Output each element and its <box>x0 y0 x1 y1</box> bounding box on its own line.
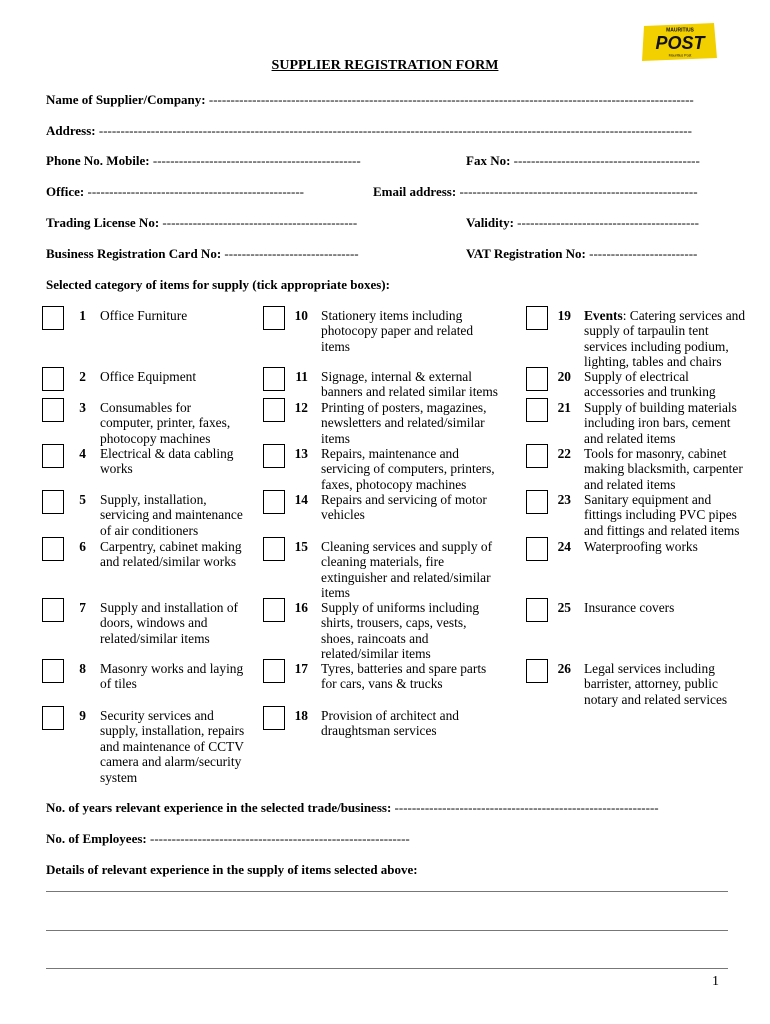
category-label-line: of tiles <box>100 676 137 692</box>
category-label <box>100 492 265 538</box>
brn-field[interactable] <box>46 246 359 262</box>
phone-field[interactable] <box>46 153 361 169</box>
svg-text:MAURITIUS: MAURITIUS <box>666 27 694 34</box>
trading-license-blank: --------------------------------------------- <box>162 215 358 230</box>
category-number: 10 <box>294 308 308 323</box>
category-label-line: of air conditioners <box>100 522 199 538</box>
employees-field[interactable] <box>46 831 410 847</box>
category-label-line: and related items <box>584 476 676 492</box>
category-label-line: Supply and installation of <box>100 600 238 615</box>
category-label-line: Electrical & data cabling <box>100 446 234 461</box>
category-number: 18 <box>294 708 308 723</box>
category-label <box>100 600 265 646</box>
category-label <box>100 446 265 477</box>
category-label-line: Carpentry, cabinet making <box>100 539 242 554</box>
category-label-line: Printing of posters, magazines, <box>321 400 487 415</box>
category-label-line: extinguisher and related/similar <box>321 569 491 585</box>
phone-blank: ------------------------------------------------ <box>152 153 361 168</box>
category-label-line: shoes, raincoats and <box>321 630 429 646</box>
category-label-line: shirts, trousers, caps, vests, <box>321 615 467 631</box>
category-label-line: works <box>100 461 133 477</box>
office-field[interactable] <box>46 184 304 200</box>
category-number: 25 <box>557 600 571 615</box>
category-label <box>100 708 265 785</box>
supplier-name-field[interactable] <box>46 92 694 108</box>
fax-label: Fax No: <box>466 153 511 168</box>
category-label-line: Supply of building materials <box>584 400 737 415</box>
category-label <box>584 400 764 446</box>
category-label <box>100 308 265 323</box>
email-label: Email address: <box>373 184 457 199</box>
category-label-line: Repairs and servicing of motor <box>321 492 487 507</box>
trading-license-field[interactable] <box>46 215 357 231</box>
category-label-line: notary and related services <box>584 691 728 707</box>
category-label-line: Sanitary equipment and <box>584 492 712 507</box>
office-blank: -------------------------------------------------- <box>87 184 304 199</box>
category-number: 7 <box>79 600 86 615</box>
category-label-line: Insurance covers <box>584 600 675 615</box>
validity-blank: ------------------------------------------ <box>517 215 699 230</box>
svg-text:POST: POST <box>655 33 705 53</box>
category-label-line: Office Equipment <box>100 369 197 384</box>
category-label-line: servicing of computers, printers, <box>321 461 495 477</box>
category-label <box>584 308 764 370</box>
email-field[interactable] <box>373 184 698 200</box>
category-number: 12 <box>294 400 308 415</box>
category-label-line: supply of tarpaulin tent <box>584 323 709 339</box>
category-label-line: services including podium, <box>584 338 729 354</box>
category-label-line: newsletters and related/similar <box>321 415 485 431</box>
category-label-line: including iron bars, cement <box>584 415 731 431</box>
experience-years-label: No. of years relevant experience in the selected trade/business: <box>46 800 392 815</box>
category-label-line: Supply of electrical <box>584 369 689 384</box>
vat-blank: ------------------------- <box>589 246 698 261</box>
address-field[interactable] <box>46 123 692 139</box>
category-number: 9 <box>79 708 86 723</box>
category-label-line: Signage, internal & external <box>321 369 472 384</box>
category-label-line: fittings including PVC pipes <box>584 507 737 523</box>
category-label-line: photocopy paper and related <box>321 323 474 339</box>
category-label-line: banners and related similar items <box>321 384 498 400</box>
category-label <box>100 400 265 446</box>
category-label <box>584 492 764 538</box>
details-line-3[interactable] <box>46 968 728 969</box>
category-label-line: Legal services including <box>584 661 715 676</box>
category-label-rest: : Catering services and <box>622 308 746 323</box>
category-label-line: items <box>321 585 351 601</box>
category-number: 5 <box>79 492 86 507</box>
category-label-line: draughtsman services <box>321 723 437 739</box>
category-label-line: Supply of uniforms including <box>321 600 480 615</box>
category-number: 4 <box>79 446 86 461</box>
svg-text:Mauritius Post: Mauritius Post <box>668 53 692 58</box>
category-label-line: lighting, tables and chairs <box>584 354 722 370</box>
details-line-1[interactable] <box>46 891 728 892</box>
category-heading: Selected category of items for supply (tick appropriate boxes): <box>46 277 390 292</box>
category-number: 23 <box>557 492 571 507</box>
category-label-line: Stationery items including <box>321 308 463 323</box>
category-label-line: Waterproofing works <box>584 539 698 554</box>
trading-license-label: Trading License No: <box>46 215 160 230</box>
email-blank: ------------------------------------------------------- <box>459 184 698 199</box>
category-label-line <box>584 308 764 323</box>
category-number: 19 <box>557 308 571 323</box>
category-label-line: related/similar items <box>321 646 431 662</box>
category-label-line: faxes, photocopy machines <box>321 476 467 492</box>
category-label-line: for cars, vans & trucks <box>321 676 443 692</box>
page-number: 1 <box>712 974 719 989</box>
category-label-line: related/similar items <box>100 630 210 646</box>
category-label <box>321 539 516 601</box>
category-label-line: making blacksmith, carpenter <box>584 461 743 477</box>
category-label-line: and maintenance of CCTV <box>100 738 244 754</box>
address-label: Address: <box>46 123 96 138</box>
category-number: 14 <box>294 492 308 507</box>
category-number: 3 <box>79 400 86 415</box>
category-label-line: Tools for masonry, cabinet <box>584 446 727 461</box>
experience-years-blank: ------------------------------------------------------------- <box>394 800 659 815</box>
experience-details-label: Details of relevant experience in the supply of items selected above: <box>46 862 418 877</box>
category-number: 15 <box>294 539 308 554</box>
category-label-line: camera and alarm/security <box>100 754 242 770</box>
employees-blank: ------------------------------------------------------------ <box>150 831 410 846</box>
vat-label: VAT Registration No: <box>466 246 586 261</box>
category-number: 16 <box>294 600 308 615</box>
fax-field[interactable] <box>466 153 700 169</box>
category-label-line: Supply, installation, <box>100 492 207 507</box>
category-number: 21 <box>557 400 571 415</box>
fax-blank: ------------------------------------------- <box>513 153 700 168</box>
category-label-line: Repairs, maintenance and <box>321 446 459 461</box>
category-number: 24 <box>557 539 571 554</box>
category-label <box>321 708 516 739</box>
experience-years-field[interactable] <box>46 800 659 816</box>
category-label-line: items <box>321 338 351 354</box>
category-number: 2 <box>79 369 86 384</box>
category-label-line: cleaning materials, fire <box>321 554 445 570</box>
category-label <box>584 369 764 400</box>
mauritius-post-logo <box>640 22 718 62</box>
category-label-line: and related/similar works <box>100 554 237 570</box>
category-label-line: Cleaning services and supply of <box>321 539 493 554</box>
validity-field[interactable] <box>466 215 699 231</box>
category-label <box>100 661 265 692</box>
category-label <box>584 600 764 615</box>
category-number: 17 <box>294 661 308 676</box>
category-label-line: Office Furniture <box>100 308 188 323</box>
category-number: 1 <box>79 308 86 323</box>
validity-label: Validity: <box>466 215 514 230</box>
office-label: Office: <box>46 184 85 199</box>
category-number: 6 <box>79 539 86 554</box>
brn-blank: ------------------------------- <box>224 246 359 261</box>
brn-label: Business Registration Card No: <box>46 246 222 261</box>
category-label <box>321 308 516 354</box>
address-blank: ----------------------------------------------------------------------------------------------------------------------------------------- <box>98 123 692 138</box>
vat-field[interactable] <box>466 246 697 262</box>
category-label <box>584 539 764 554</box>
category-number: 11 <box>295 369 308 384</box>
category-label <box>584 661 764 707</box>
category-number: 13 <box>294 446 308 461</box>
category-label-line: barrister, attorney, public <box>584 676 718 692</box>
category-label <box>100 539 265 570</box>
category-label-line: Consumables for <box>100 400 192 415</box>
category-label-emphasis: Events <box>584 308 623 323</box>
category-label-line: and fittings and related items <box>584 522 740 538</box>
category-number: 8 <box>79 661 86 676</box>
category-label <box>321 600 516 662</box>
category-label <box>321 400 516 446</box>
category-label-line: Masonry works and laying <box>100 661 244 676</box>
category-number: 22 <box>557 446 571 461</box>
form-title: SUPPLIER REGISTRATION FORM <box>271 58 499 73</box>
category-label <box>584 446 764 492</box>
category-label-line: and related items <box>584 430 676 446</box>
category-label-line: Provision of architect and <box>321 708 459 723</box>
category-label-line: supply, installation, repairs <box>100 723 245 739</box>
category-label-line: accessories and trunking <box>584 384 716 400</box>
category-label <box>321 492 516 523</box>
supplier-name-label: Name of Supplier/Company: <box>46 92 206 107</box>
details-line-2[interactable] <box>46 930 728 931</box>
category-label-line: photocopy machines <box>100 430 211 446</box>
employees-label: No. of Employees: <box>46 831 147 846</box>
category-label-line: computer, printer, faxes, <box>100 415 231 431</box>
category-label <box>321 369 516 400</box>
category-label-line: vehicles <box>321 507 365 523</box>
category-number: 20 <box>557 369 571 384</box>
category-label-line: items <box>321 430 351 446</box>
category-label-line: Security services and <box>100 708 214 723</box>
category-label <box>321 446 516 492</box>
category-label <box>321 661 516 692</box>
category-number: 26 <box>557 661 571 676</box>
category-label-line: system <box>100 769 138 785</box>
category-label-line: servicing and maintenance <box>100 507 243 523</box>
category-label-line: doors, windows and <box>100 615 208 631</box>
phone-label: Phone No. Mobile: <box>46 153 150 168</box>
supplier-name-blank: ---------------------------------------------------------------------------------------------------------------- <box>208 92 694 107</box>
category-label <box>100 369 265 384</box>
category-label-line: Tyres, batteries and spare parts <box>321 661 487 676</box>
